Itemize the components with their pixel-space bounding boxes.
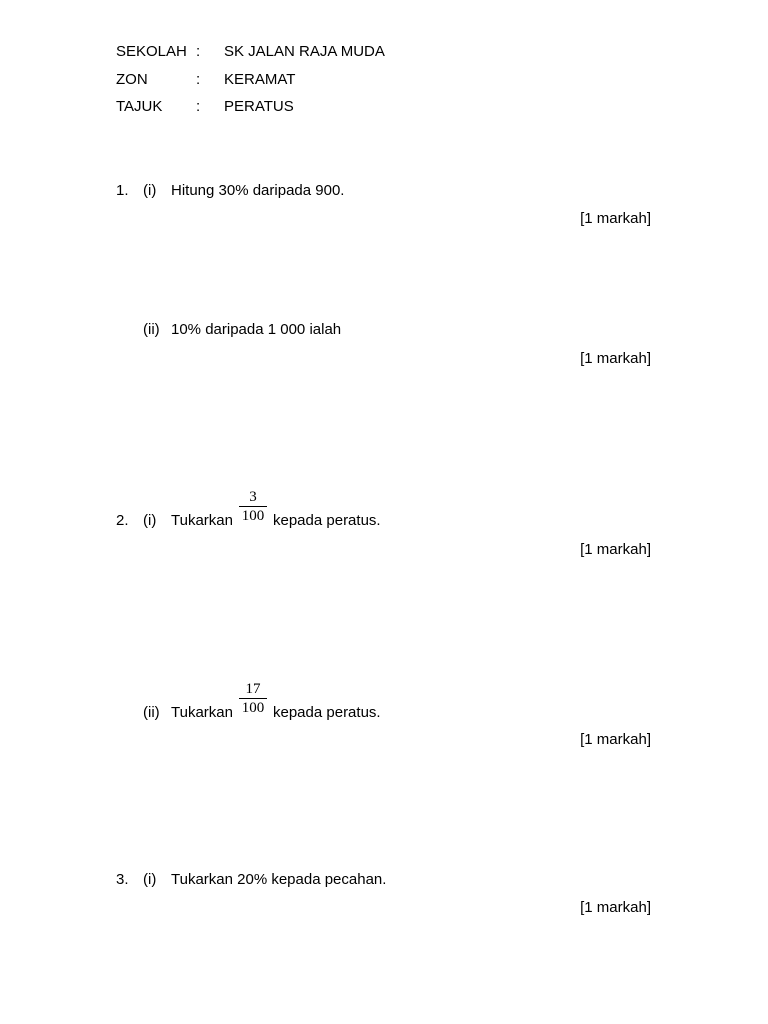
question-number: 1. xyxy=(116,182,129,199)
question-text-suffix: kepada peratus. xyxy=(273,704,381,721)
marks-label: [1 markah] xyxy=(580,731,651,748)
marks-label: [1 markah] xyxy=(580,350,651,367)
question-text-prefix: Tukarkan xyxy=(171,512,233,529)
header-tajuk-label: TAJUK xyxy=(116,98,163,115)
header-sekolah-label: SEKOLAH xyxy=(116,43,187,60)
fraction-numerator: 17 xyxy=(245,681,261,697)
fraction-bar xyxy=(239,506,267,507)
marks-label: [1 markah] xyxy=(580,899,651,916)
fraction-bar xyxy=(239,698,267,699)
marks-label: [1 markah] xyxy=(580,210,651,227)
question-text-prefix: Tukarkan xyxy=(171,704,233,721)
subquestion-label: (ii) xyxy=(143,321,160,338)
question-text: 10% daripada 1 000 ialah xyxy=(171,321,342,338)
header-zon-value: KERAMAT xyxy=(224,71,296,88)
header-tajuk-colon: : xyxy=(196,98,201,115)
fraction-denominator: 100 xyxy=(241,508,265,524)
question-number: 3. xyxy=(116,871,129,888)
header-zon-label: ZON xyxy=(116,71,148,88)
fraction-numerator: 3 xyxy=(249,489,257,505)
fraction-denominator: 100 xyxy=(241,700,265,716)
question-number: 2. xyxy=(116,512,129,529)
marks-label: [1 markah] xyxy=(580,541,651,558)
subquestion-label: (i) xyxy=(143,512,157,529)
subquestion-label: (ii) xyxy=(143,704,160,721)
subquestion-label: (i) xyxy=(143,871,157,888)
fraction xyxy=(239,489,267,524)
header-sekolah-value: SK JALAN RAJA MUDA xyxy=(224,43,385,60)
question-text: Tukarkan 20% kepada pecahan. xyxy=(171,871,387,888)
question-text-suffix: kepada peratus. xyxy=(273,512,381,529)
fraction xyxy=(239,681,267,716)
header-zon-colon: : xyxy=(196,71,201,88)
subquestion-label: (i) xyxy=(143,182,157,199)
header-sekolah-colon: : xyxy=(196,43,201,60)
header-tajuk-value: PERATUS xyxy=(224,98,294,115)
question-text: Hitung 30% daripada 900. xyxy=(171,182,345,199)
